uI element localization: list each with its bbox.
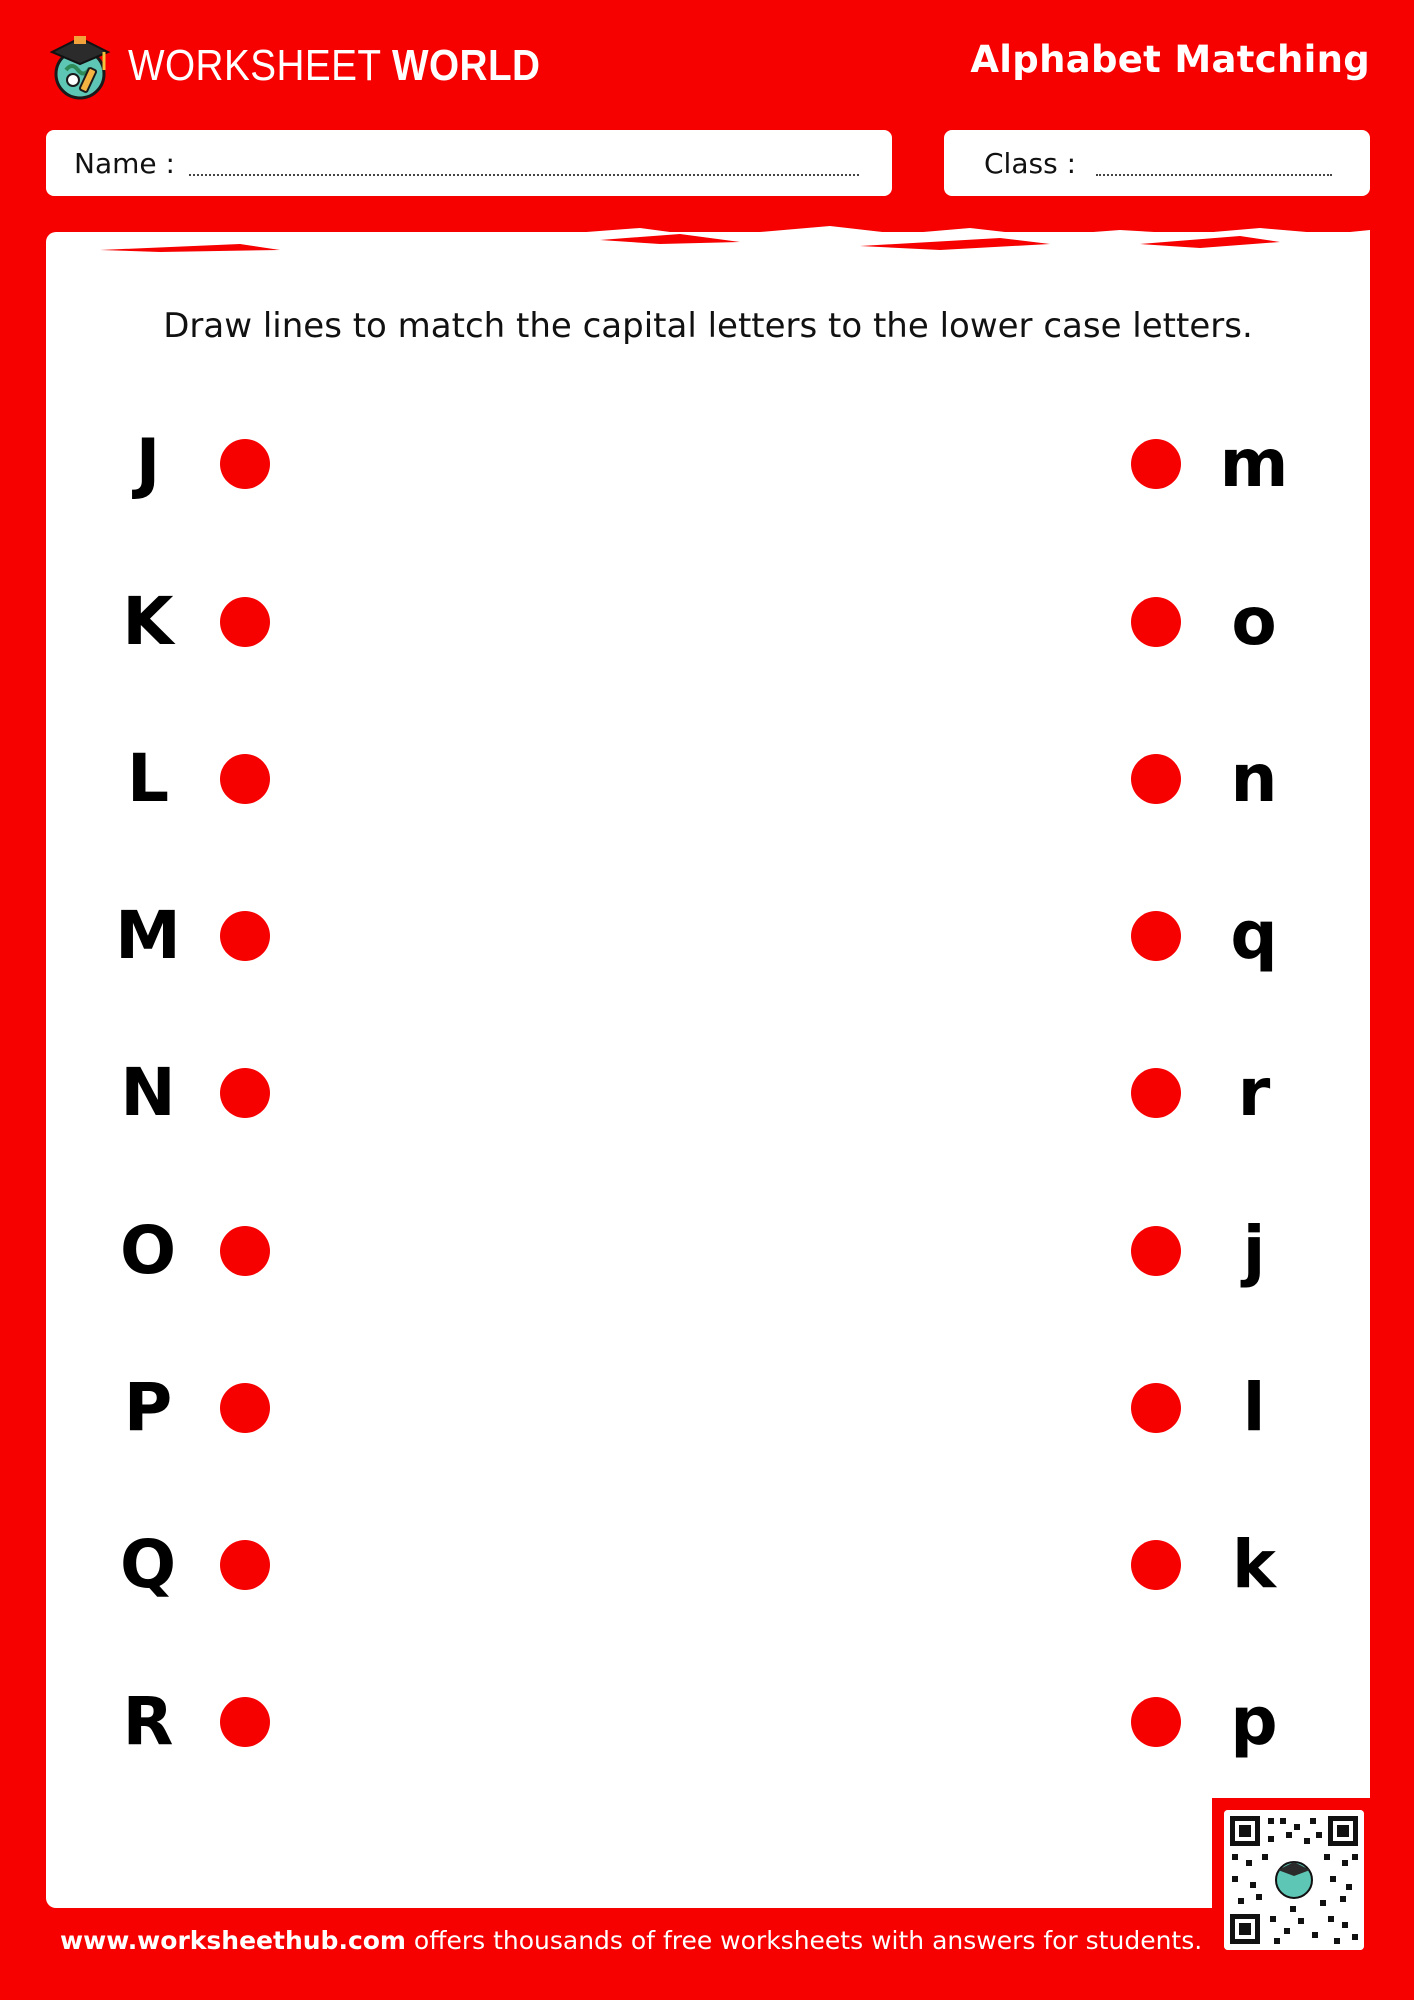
left-match-dot[interactable]: [220, 1068, 270, 1118]
capital-letter: R: [122, 1683, 174, 1760]
left-match-dot[interactable]: [220, 911, 270, 961]
right-match-dot[interactable]: [1131, 1540, 1181, 1590]
right-match-dot[interactable]: [1131, 597, 1181, 647]
left-match-dot[interactable]: [220, 439, 270, 489]
torn-paper-edge: [40, 220, 1376, 270]
right-match-dot[interactable]: [1131, 1226, 1181, 1276]
name-label: Name :: [74, 146, 175, 180]
class-field[interactable]: [944, 130, 1370, 196]
lowercase-letter: l: [1242, 1369, 1266, 1446]
name-writing-line[interactable]: [189, 150, 859, 176]
left-match-dot[interactable]: [220, 1383, 270, 1433]
left-match-dot[interactable]: [220, 1540, 270, 1590]
lowercase-letter: j: [1242, 1212, 1266, 1289]
brand-name: [128, 41, 540, 91]
class-writing-line[interactable]: [1096, 150, 1332, 176]
qr-code-frame: [1212, 1798, 1372, 1968]
lowercase-letter: p: [1230, 1683, 1278, 1760]
right-match-dot[interactable]: [1131, 1697, 1181, 1747]
lowercase-letter: k: [1232, 1526, 1276, 1603]
lowercase-letter: m: [1219, 425, 1289, 502]
right-match-dot[interactable]: [1131, 911, 1181, 961]
capital-letter: N: [120, 1054, 176, 1131]
right-match-dot[interactable]: [1131, 754, 1181, 804]
right-match-dot[interactable]: [1131, 439, 1181, 489]
capital-letter: K: [122, 583, 174, 660]
footer-description: offers thousands of free worksheets with answers for students.: [405, 1926, 1203, 1955]
lowercase-letter: n: [1230, 740, 1278, 817]
left-match-dot[interactable]: [220, 597, 270, 647]
footer-text: [60, 1926, 1202, 1955]
name-field[interactable]: [46, 130, 892, 196]
left-match-dot[interactable]: [220, 1226, 270, 1276]
capital-letter: O: [119, 1212, 177, 1289]
page-title: Alphabet Matching: [970, 38, 1370, 81]
brand: [44, 26, 597, 106]
capital-letter: Q: [119, 1526, 177, 1603]
brand-name-light: WORKSHEET: [128, 41, 381, 90]
qr-code-icon[interactable]: [1224, 1810, 1364, 1950]
class-label: Class :: [984, 146, 1076, 180]
left-match-dot[interactable]: [220, 754, 270, 804]
capital-letter: P: [123, 1369, 173, 1446]
worksheet-world-mascot-icon: [44, 30, 116, 102]
brand-name-bold: WORLD: [392, 41, 541, 90]
lowercase-letter: o: [1231, 583, 1277, 660]
instruction-text: Draw lines to match the capital letters to the lower case letters.: [163, 306, 1253, 346]
right-match-dot[interactable]: [1131, 1068, 1181, 1118]
footer-site-link[interactable]: www.worksheethub.com: [60, 1926, 406, 1955]
capital-letter: J: [135, 425, 161, 502]
right-match-dot[interactable]: [1131, 1383, 1181, 1433]
left-match-dot[interactable]: [220, 1697, 270, 1747]
lowercase-letter: q: [1230, 897, 1278, 974]
capital-letter: M: [115, 897, 181, 974]
capital-letter: L: [126, 740, 170, 817]
lowercase-letter: r: [1237, 1054, 1271, 1131]
